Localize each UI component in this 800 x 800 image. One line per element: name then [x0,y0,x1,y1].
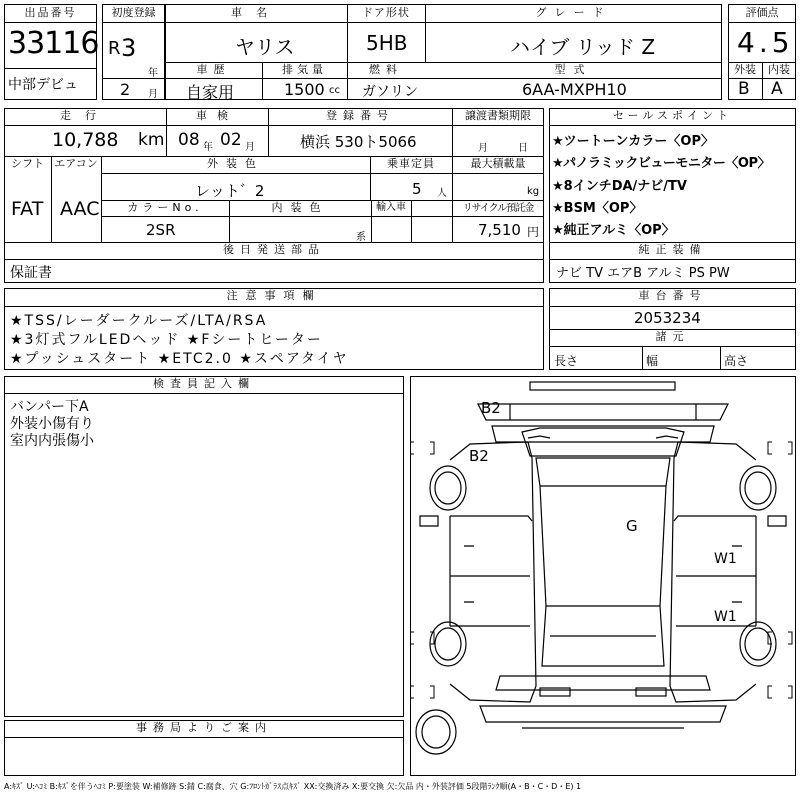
exterior-label: 外装 [734,63,756,76]
later-parts: 保証書 [10,265,52,281]
insp-month: 02 [220,130,242,150]
notes-line: ★TSS/レーダークルーズ/LTA/RSA [10,313,268,329]
recycle-fee: 7,510 [478,221,521,239]
damage-mark: B2 [469,447,489,465]
transfer-month-unit: 月 [478,143,488,154]
max-load-unit: kg [527,186,540,197]
color-no: 2SR [146,221,176,239]
notes-line: ★プッシュスタート ★ETC2.0 ★スペアタイヤ [10,351,349,367]
legend: A:ｷｽﾞ U:ﾍｺﾐ B:ｷｽﾞを伴うﾍｺﾐ P:要塗装 W:補修跡 S:錆 C:腐食、穴 G:ﾌﾛﾝﾄｶﾞﾗｽ点ｷｽﾞ XX:交換済み X:要交換 欠:欠品 内・外装評価 5段階ﾗﾝｸ順(A・B・C・D・E) 1 [4,782,582,791]
car-name-label: 車名 [231,6,281,19]
door-label: ドア形状 [362,6,410,19]
debut-label: 中部デビュ [8,77,78,93]
door-type: 5HB [366,31,408,55]
ac: AAC [60,198,100,220]
plate-label: 登録番号 [326,109,394,122]
plate-number: 横浜 530ト5066 [300,133,417,151]
max-load-label: 最大積載量 [470,157,526,170]
color-no-label: カラーNo. [127,201,203,214]
score: 4.5 [737,26,794,59]
model: 6AA-MXPH10 [522,80,627,99]
ext-color-label: 外装色 [207,157,264,170]
sales-point-label: セールスポイント [612,109,732,122]
era-letter: R [108,38,121,59]
fuel-label: 燃料 [369,63,403,76]
inspector-line: 外装小傷有り [10,416,94,432]
era-year: 3 [121,34,137,62]
first-reg-label: 初度登録 [111,6,156,19]
sales-point-item: ★8インチDA/ナビ/TV [552,179,687,194]
damage-mark: W1 [714,551,737,567]
equip-label: 純正装備 [638,243,707,256]
displacement-label: 排気量 [282,63,327,76]
lot-no-label: 出品番号 [24,6,77,19]
month-unit: 月 [148,89,158,100]
lot-number: 33116 [8,26,99,61]
inspector-line: 室内内張傷小 [10,433,94,449]
mileage: 10,788 [52,129,119,151]
year-unit: 年 [148,68,158,79]
equip-list: ナビ TV エアB アルミ PS PW [556,266,730,281]
transfer-day-unit: 日 [518,143,528,154]
later-parts-label: 後日発送部品 [223,243,325,256]
mileage-unit: km [138,130,165,150]
sales-point-item: ★純正アルミ〈OP〉 [552,223,675,238]
capacity-unit: 人 [437,188,447,199]
dims-label: 諸元 [655,330,690,343]
transfer-label: 譲渡書類期限 [465,109,531,122]
recycle-unit: 円 [527,225,540,239]
car-diagram [410,376,796,776]
shift: FAT [11,198,44,220]
damage-mark: G [626,517,638,535]
recycle-label: リサイクル預託金 [462,203,534,214]
insp-year: 08 [178,130,200,150]
notes-line: ★3灯式フルLEDヘッド ★Fシートヒーター [10,332,323,348]
mileage-label: 走行 [60,109,110,122]
chassis-label: 車台番号 [638,289,707,302]
ac-label: エアコン [54,157,98,170]
interior-label: 内装 [768,63,790,76]
displacement-unit: cc [329,85,340,96]
history: 自家用 [186,83,235,102]
grade-label: グレード [535,6,612,19]
capacity: 5 [412,180,422,198]
int-color-unit: 系 [356,232,366,243]
displacement: 1500 [284,80,325,99]
insp-year-unit: 年 [203,142,213,153]
notes-label: 注意事項欄 [226,289,322,302]
shift-label: シフト [11,157,44,170]
sales-point-item: ★BSM〈OP〉 [552,201,643,216]
damage-mark: W1 [714,609,737,625]
office-label: 事務局よりご案内 [136,721,272,734]
interior-grade: A [771,79,783,99]
exterior-grade: B [738,79,750,99]
inspector-label: 検査員記入欄 [153,377,255,390]
height-label: 高さ [724,354,749,368]
insp-month-unit: 月 [245,142,255,153]
chassis-number: 2053234 [634,309,701,327]
capacity-label: 乗車定員 [387,157,435,170]
ext-color: レット゛2 [195,182,265,200]
length-label: 長さ [554,354,579,368]
fuel: ガソリン [362,84,418,100]
damage-mark: B2 [481,399,501,417]
model-label: 型式 [554,63,593,76]
import-label: 輸入車 [376,202,406,213]
inspector-line: バンパー下A [10,399,89,415]
inspection-label: 車検 [196,109,238,122]
history-label: 車歴 [196,63,231,76]
car-name: ヤリス [235,35,295,59]
score-label: 評価点 [745,6,779,19]
int-color-label: 内装色 [271,201,329,214]
grade: ハイブ リッド Z [510,35,656,59]
first-reg-month: 2 [120,80,131,99]
sales-point-item: ★ツートーンカラー〈OP〉 [552,134,714,149]
width-label: 幅 [646,354,659,368]
sales-point-item: ★パノラミックビューモニター〈OP〉 [552,156,770,171]
